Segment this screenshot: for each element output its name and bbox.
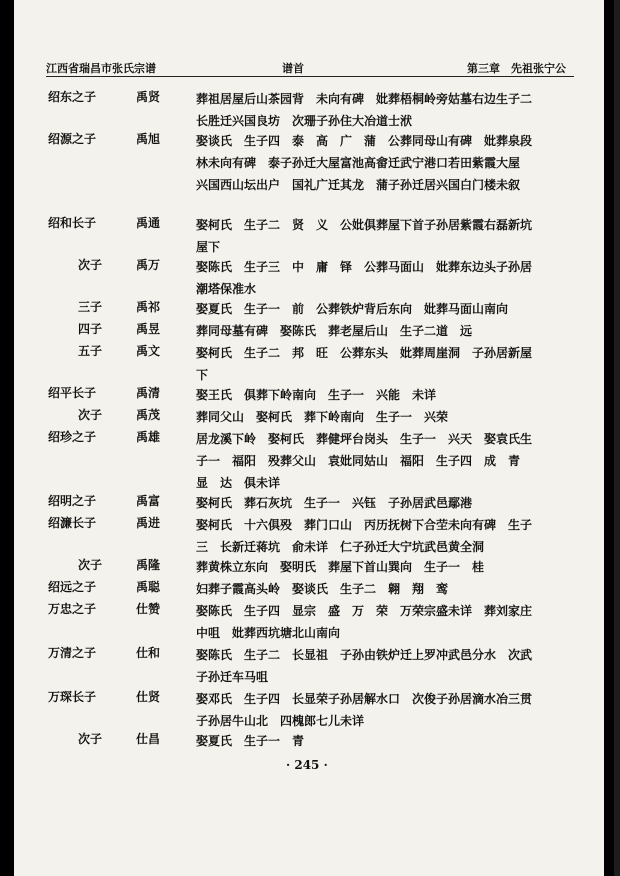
entry-name: 禹贤 <box>136 90 161 104</box>
entry-name: 仕和 <box>136 646 161 660</box>
entry-name: 仕赞 <box>136 602 161 616</box>
entry-name: 禹聪 <box>136 580 161 594</box>
page-number: · 245 · <box>286 758 328 772</box>
entry-relation: 万清之子 <box>48 646 97 660</box>
entry-text: 娶柯氏 葬石灰坑 生子一 兴钰 子孙居武邑鄢港 <box>196 496 473 510</box>
entry-name: 禹旭 <box>136 132 161 146</box>
entry-text: 葬黄株立东向 娶明氏 葬屋下首山巽向 生子一 桂 <box>196 560 485 574</box>
entry-relation: 次子 <box>78 558 103 572</box>
entry-name: 禹清 <box>136 386 161 400</box>
entry-relation: 次子 <box>78 258 103 272</box>
entry-text: 居龙溪下岭 娶柯氏 葬健坪台岗头 生子一 兴天 娶袁氏生子一 福阳 殁葬父山 袁妣同姑山 福阳 生子四 成 青 显 达 俱未详 <box>196 432 533 490</box>
entry-name: 禹雄 <box>136 430 161 444</box>
header-chapter: 第三章 先祖张宁公 <box>467 62 566 75</box>
entry-relation: 绍珍之子 <box>48 430 97 444</box>
entry-text: 娶陈氏 生子二 长显祖 子孙由铁炉迁上罗冲武邑分水 次武子孙迁车马咀 <box>196 648 533 684</box>
entry-text: 葬同母墓有碑 娶陈氏 葬老屋后山 生子二道 远 <box>196 324 473 338</box>
page-edge <box>614 0 620 876</box>
entry-name: 禹富 <box>136 494 161 508</box>
entry-relation: 次子 <box>78 408 103 422</box>
entry-name: 禹文 <box>136 344 161 358</box>
entry-relation: 绍源之子 <box>48 132 97 146</box>
entry-text: 娶夏氏 生子一 前 公葬铁炉背后东向 妣葬马面山南向 <box>196 302 509 316</box>
entry-relation: 五子 <box>78 344 103 358</box>
entry-relation: 万琛长子 <box>48 690 97 704</box>
header-section: 谱首 <box>282 62 304 75</box>
entry-text: 妇葬子霞高头岭 娶谈氏 生子二 翱 翔 鸾 <box>196 582 449 596</box>
entry-text: 娶夏氏 生子一 青 <box>196 734 305 748</box>
entry-text: 葬祖居屋后山茶园背 未向有碑 妣葬梧桐岭旁姑墓右边生子二 长胜迁兴国良坊 次珊子孙住大冶道士洑 <box>196 92 545 128</box>
entry-name: 禹万 <box>136 258 161 272</box>
entry-relation: 三子 <box>78 300 103 314</box>
entry-text: 娶王氏 俱葬下岭南向 生子一 兴能 未详 <box>196 388 437 402</box>
entry-relation: 绍远之子 <box>48 580 97 594</box>
entry-name: 禹进 <box>136 516 161 530</box>
entry-text: 葬同父山 娶柯氏 葬下岭南向 生子一 兴荣 <box>196 410 449 424</box>
entry-relation: 四子 <box>78 322 103 336</box>
entry-name: 禹茂 <box>136 408 161 422</box>
entry-name: 禹通 <box>136 216 161 230</box>
entry-text: 娶谈氏 生子四 泰 高 广 蒲 公葬同母山有碑 妣葬泉段林未向有碑 泰子孙迁大屋富池高畲迁武宁港口若田紫霞大屋 兴国西山坛出户 国礼广迁其龙 蒲子孙迁居兴国白门楼未叙 <box>196 134 533 192</box>
entry-relation: 绍濂长子 <box>48 516 97 530</box>
entry-name: 禹昱 <box>136 322 161 336</box>
entry-text: 娶柯氏 生子二 贤 义 公妣俱葬屋下首子孙居紫霞右磊新坑屋下 <box>196 218 533 254</box>
entry-relation: 绍东之子 <box>48 90 97 104</box>
entry-relation: 绍明之子 <box>48 494 97 508</box>
entry-relation: 绍和长子 <box>48 216 97 230</box>
entry-text: 娶陈氏 生子三 中 庸 铎 公葬马面山 妣葬东边头子孙居潮塔保准水 <box>196 260 533 296</box>
entry-relation: 次子 <box>78 732 103 746</box>
header-rule <box>46 76 574 77</box>
entry-text: 娶柯氏 十六俱殁 葬门口山 丙历抚树下合茔未向有碑 生子三 长新迁蒋坑 俞未详 仁子孙迁大宁坑武邑黄全洞 <box>196 518 533 554</box>
entry-name: 禹祁 <box>136 300 161 314</box>
entry-name: 仕昌 <box>136 732 161 746</box>
entry-name: 禹隆 <box>136 558 161 572</box>
entry-relation: 万忠之子 <box>48 602 97 616</box>
entry-text: 娶邓氏 生子四 长显荣子孙居解水口 次俊子孙居滴水冶三贯子孙居牛山北 四槐郎七儿未详 <box>196 692 533 728</box>
entry-text: 娶柯氏 生子二 邦 旺 公葬东头 妣葬周崖洞 子孙居新屋下 <box>196 346 533 382</box>
entry-text: 娶陈氏 生子四 显宗 盛 万 荣 万荣宗盛未详 葬刘家庄中咀 妣葬西坑塘北山南向 <box>196 604 533 640</box>
entry-relation: 绍平长子 <box>48 386 97 400</box>
header-book-title: 江西省瑞昌市张氏宗谱 <box>46 62 156 75</box>
entry-name: 仕贤 <box>136 690 161 704</box>
